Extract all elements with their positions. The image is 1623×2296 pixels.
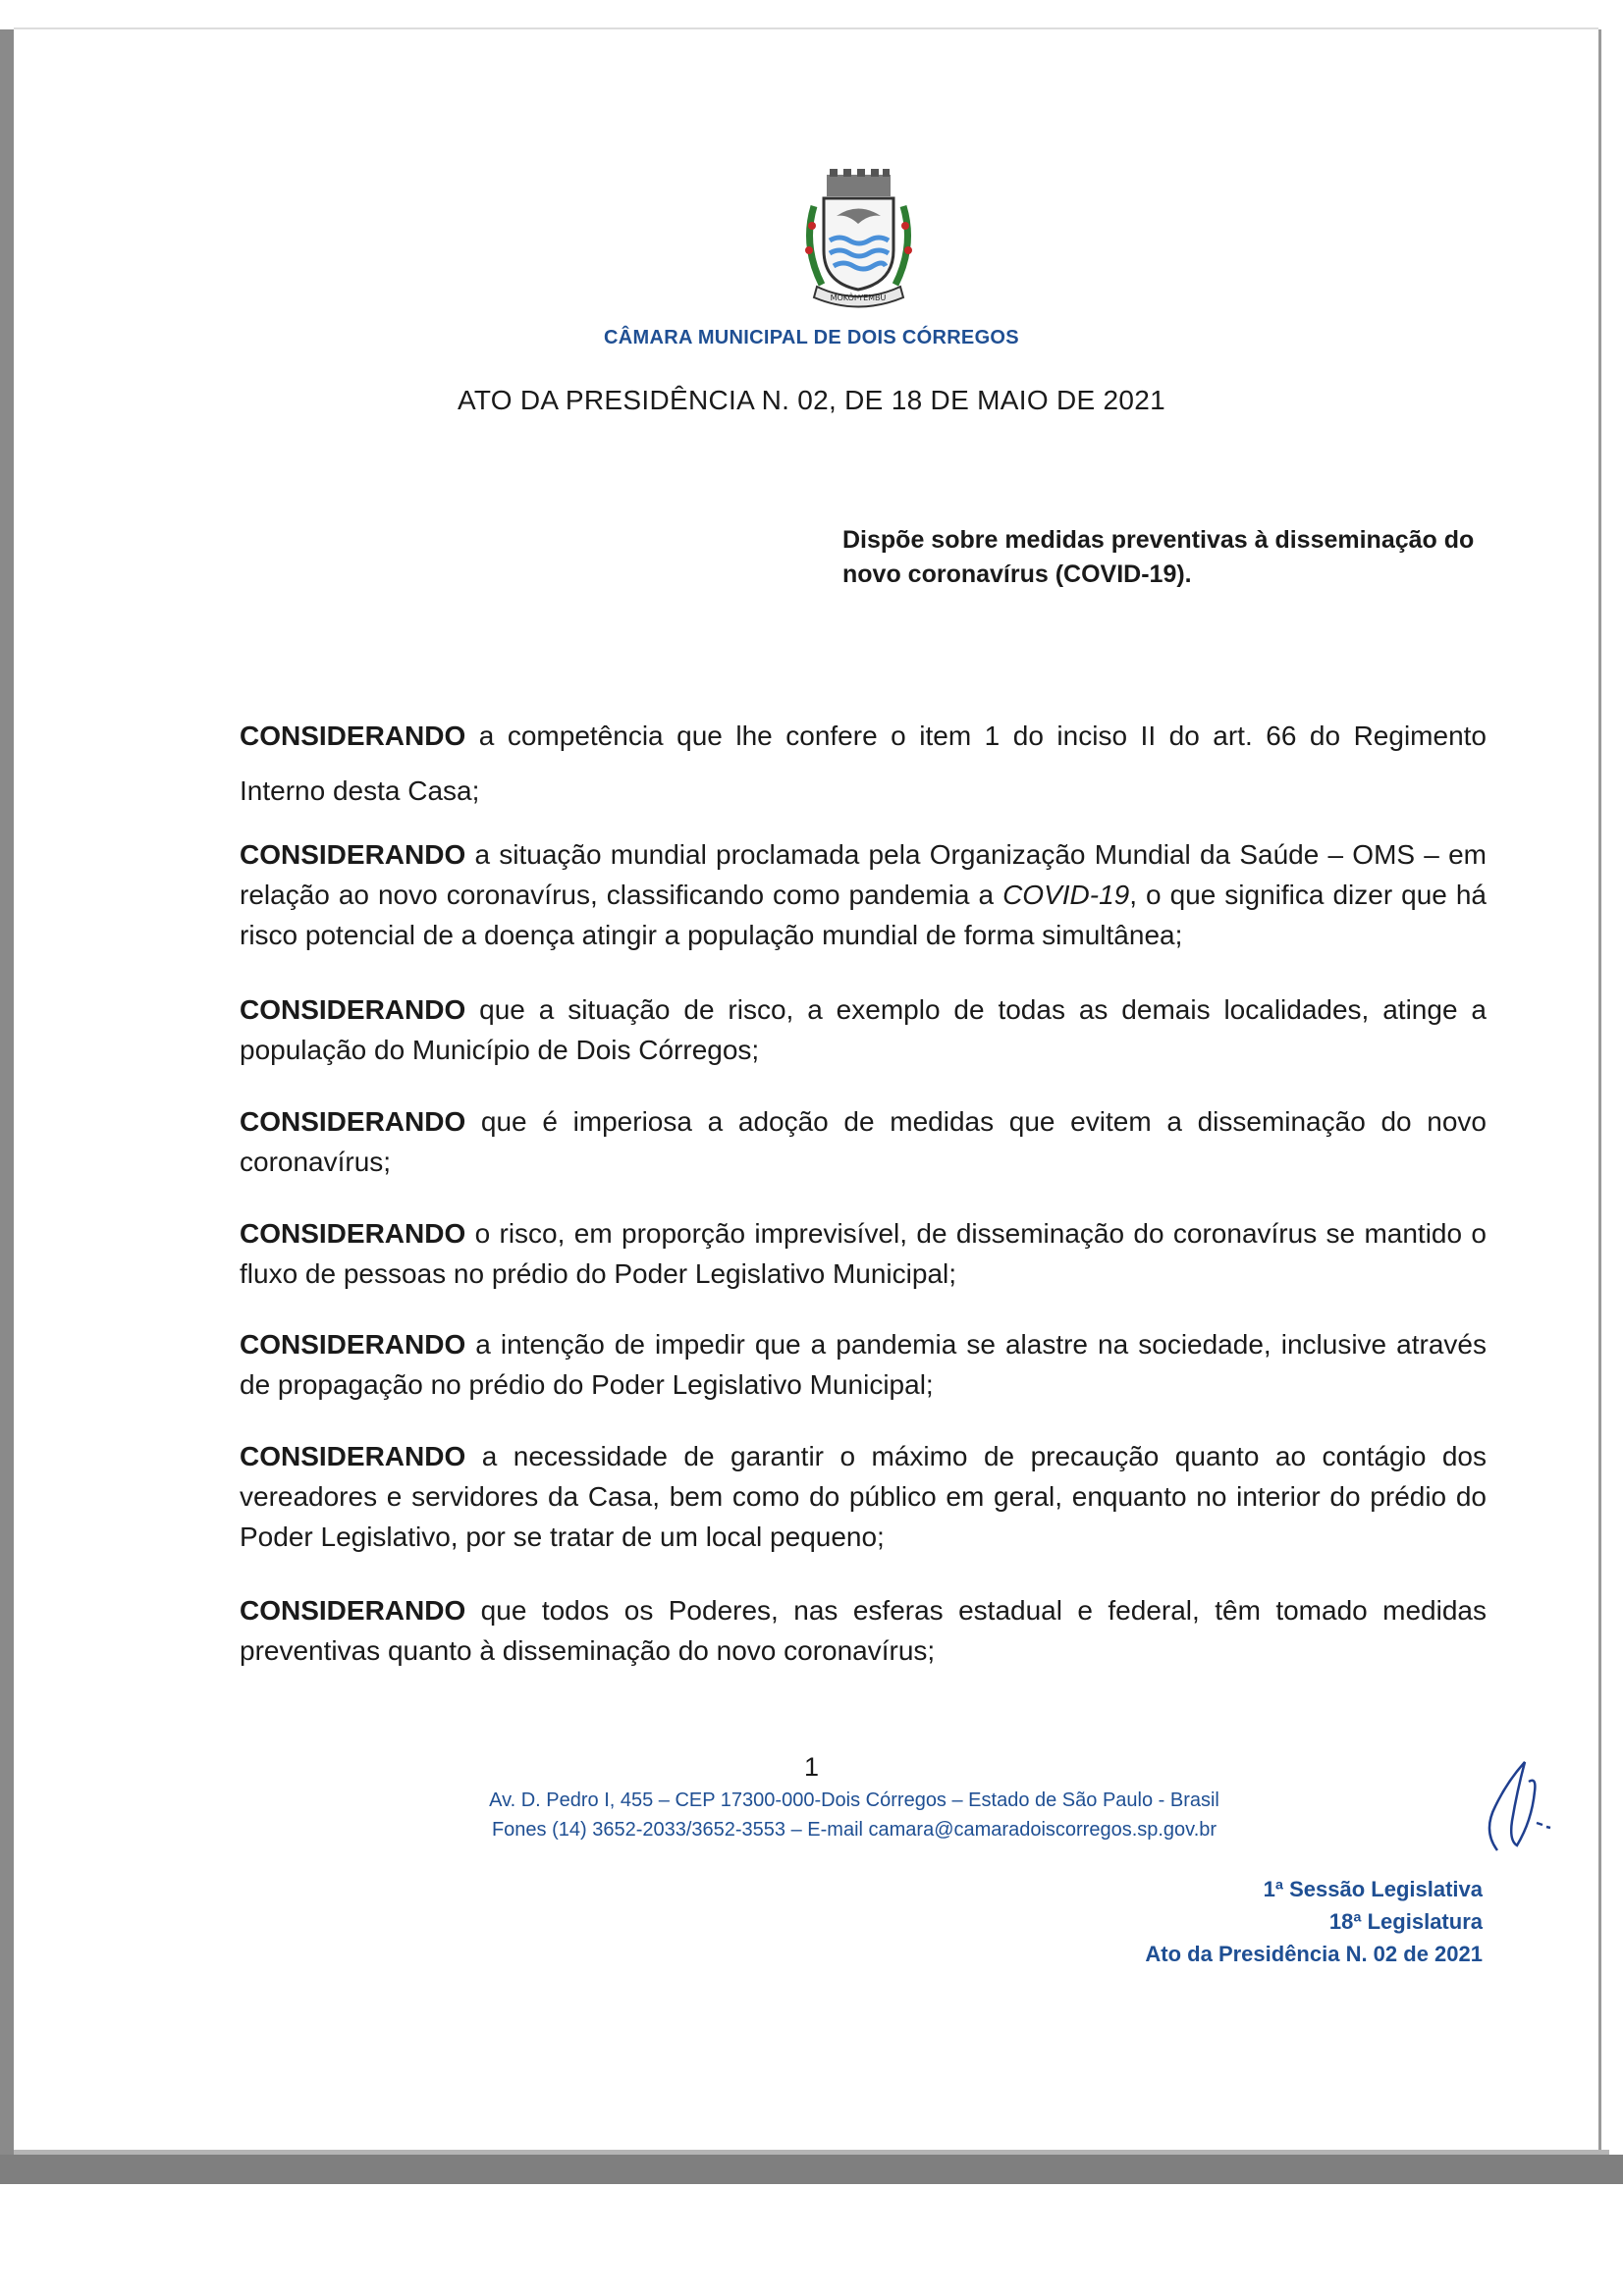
footer-address: Av. D. Pedro I, 455 – CEP 17300-000-Dois Córregos – Estado de São Paulo - Brasil bbox=[489, 1789, 1219, 1811]
handwritten-signature bbox=[1478, 1752, 1566, 1860]
paragraph-keyword: CONSIDERANDO bbox=[240, 1595, 466, 1626]
document-summary: Dispõe sobre medidas preventivas à disseminação do novo coronavírus (COVID-19). bbox=[842, 526, 1475, 588]
session-info bbox=[1031, 1873, 1483, 1970]
institution-name: CÂMARA MUNICIPAL DE DOIS CÓRREGOS bbox=[604, 327, 1019, 348]
paragraph-text: que a situação de risco, a exemplo de todas as demais localidades, atinge a população do Município de Dois Córregos; bbox=[240, 994, 1487, 1065]
paragraph-keyword: CONSIDERANDO bbox=[240, 1218, 466, 1249]
scan-border-bottom bbox=[0, 2155, 1623, 2184]
legislature-label: 18ª Legislatura bbox=[1328, 1909, 1483, 1934]
paragraph-keyword: CONSIDERANDO bbox=[240, 994, 466, 1025]
paragraph-text: o risco, em proporção imprevisível, de disseminação do coronavírus se mantido o fluxo de pessoas no prédio do Poder Legislativo Municipal; bbox=[240, 1218, 1487, 1289]
paragraph-keyword: CONSIDERANDO bbox=[240, 839, 466, 870]
paragraph-keyword: CONSIDERANDO bbox=[240, 1106, 466, 1137]
scan-border-left bbox=[0, 29, 14, 2179]
considerando-paragraph bbox=[240, 1590, 1487, 1671]
paragraph-text: , o que significa dizer que há risco potencial de a doença atingir a população mundial de forma simultânea; bbox=[240, 880, 1487, 950]
paragraph-text: a competência que lhe confere o item 1 do inciso II do art. 66 do Regimento Interno desta Casa; bbox=[240, 721, 1487, 806]
paragraph-keyword: CONSIDERANDO bbox=[240, 721, 466, 751]
paragraph-keyword: CONSIDERANDO bbox=[240, 1441, 466, 1471]
paragraph-text: a intenção de impedir que a pandemia se alastre na sociedade, inclusive através de propagação no prédio do Poder Legislativo Municipal; bbox=[240, 1329, 1487, 1400]
considerando-paragraph bbox=[240, 1213, 1487, 1294]
paragraph-text: a situação mundial proclamada pela Organização Mundial da Saúde – OMS – em relação ao novo coronavírus, classificando como pandemia a bbox=[240, 839, 1487, 910]
considerando-paragraph bbox=[240, 989, 1487, 1070]
considerando-paragraph bbox=[240, 1436, 1487, 1557]
paragraph-emphasis: COVID-19 bbox=[1002, 880, 1130, 910]
session-label: 1ª Sessão Legislativa bbox=[1263, 1877, 1483, 1901]
document-title: ATO DA PRESIDÊNCIA N. 02, DE 18 DE MAIO DE 2021 bbox=[457, 385, 1166, 415]
scan-border-top bbox=[14, 27, 1598, 29]
paragraph-text: que é imperiosa a adoção de medidas que evitem a disseminação do novo coronavírus; bbox=[240, 1106, 1487, 1177]
municipal-coat-of-arms-icon bbox=[792, 167, 925, 309]
footer-contact: Fones (14) 3652-2033/3652-3553 – E-mail camara@camaradoiscorregos.sp.gov.br bbox=[491, 1819, 1217, 1841]
svg-text:MOKÔI-YEMBU: MOKÔI-YEMBU bbox=[830, 294, 887, 302]
paragraph-text: a necessidade de garantir o máximo de precaução quanto ao contágio dos vereadores e servidores da Casa, bem como do público em geral, enquanto no interior do prédio do Poder Legislativo, por se tratar de um local pequeno; bbox=[240, 1441, 1487, 1552]
act-reference: Ato da Presidência N. 02 de 2021 bbox=[1145, 1942, 1483, 1966]
paragraph-keyword: CONSIDERANDO bbox=[240, 1329, 466, 1360]
considerando-paragraph bbox=[240, 834, 1487, 955]
page-number: 1 bbox=[803, 1752, 820, 1782]
considerando-paragraph bbox=[240, 709, 1487, 819]
considerando-paragraph bbox=[240, 1101, 1487, 1182]
footer-address-block bbox=[422, 1786, 1286, 1844]
considerando-paragraph bbox=[240, 1324, 1487, 1405]
paragraph-text: que todos os Poderes, nas esferas estadual e federal, têm tomado medidas preventivas quanto à disseminação do novo coronavírus; bbox=[240, 1595, 1487, 1666]
